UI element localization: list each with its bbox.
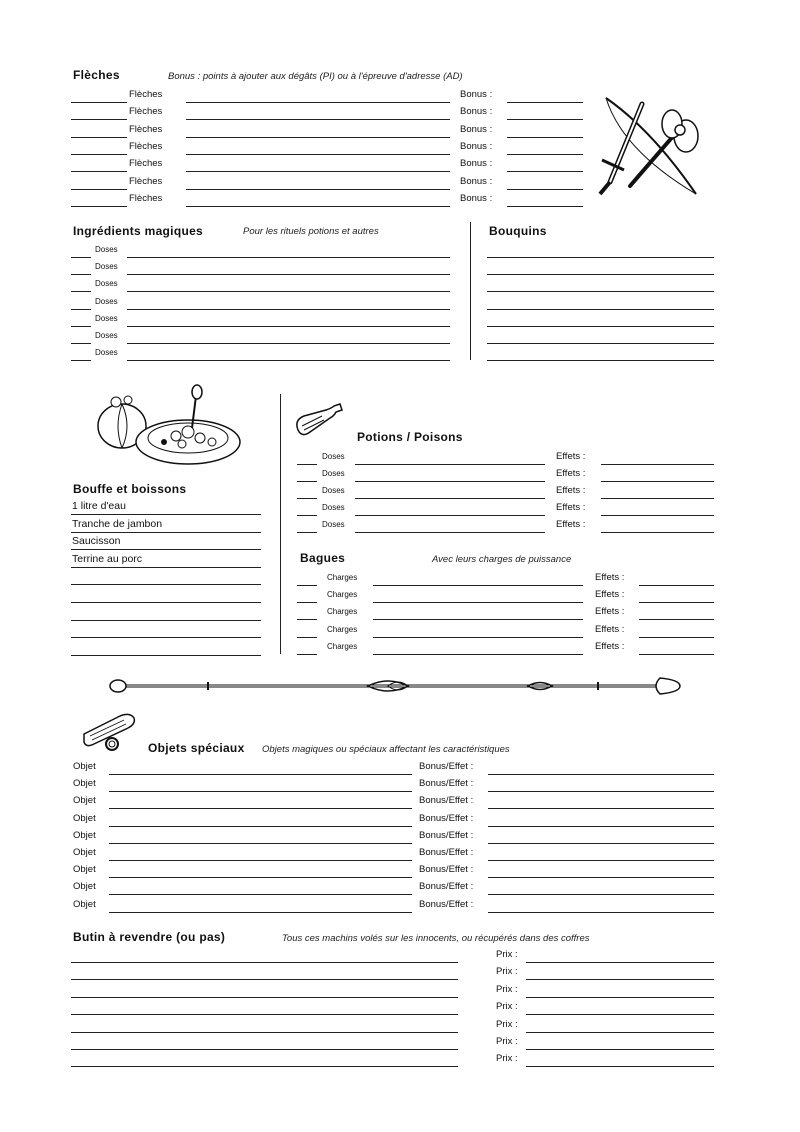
ingredients-note: Pour les rituels potions et autres [243, 226, 379, 237]
objets-effect-line[interactable] [488, 826, 714, 827]
bouffe-divider [280, 394, 281, 654]
potions-effect-label: Effets : [556, 485, 586, 496]
bagues-title: Bagues [300, 551, 346, 565]
bagues-effect-label: Effets : [595, 640, 625, 652]
objets-effect-line[interactable] [488, 860, 714, 861]
objets-name-line[interactable] [109, 774, 412, 775]
fleches-bonus-line[interactable] [507, 171, 583, 172]
potions-name-line[interactable] [355, 515, 545, 516]
objets-effect-label: Bonus/Effet : [419, 881, 474, 893]
fleches-name-line[interactable] [186, 189, 450, 190]
potions-name-line[interactable] [355, 481, 545, 482]
objets-row-label: Objet [73, 761, 96, 772]
bouffe-title: Bouffe et boissons [73, 482, 187, 496]
potions-count-line[interactable] [297, 481, 317, 482]
butin-price-line[interactable] [526, 1032, 714, 1033]
butin-price-line[interactable] [526, 979, 714, 980]
ingredients-row-label: Doses [95, 279, 118, 289]
bouquins-line[interactable] [487, 291, 714, 292]
potions-count-line[interactable] [297, 532, 317, 533]
potions-row-label: Doses [322, 452, 345, 461]
fleches-bonus-line[interactable] [507, 206, 583, 207]
fleches-title: Flèches [73, 68, 120, 82]
objets-effect-line[interactable] [488, 912, 714, 913]
bouffe-item: Terrine au porc [72, 552, 143, 565]
bouffe-item: Tranche de jambon [72, 517, 163, 530]
butin-name-line[interactable] [71, 1032, 458, 1033]
potions-row-label: Doses [322, 520, 345, 529]
objets-note: Objets magiques ou spéciaux affectant les caractéristiques [262, 744, 510, 755]
potions-effect-line[interactable] [601, 498, 714, 499]
objets-name-line[interactable] [109, 860, 412, 861]
bouquins-line[interactable] [487, 360, 714, 361]
butin-note: Tous ces machins volés sur les innocents, ou récupérés dans des coffres [282, 933, 590, 944]
fleches-count-line[interactable] [71, 206, 127, 207]
butin-price-line[interactable] [526, 1066, 714, 1067]
fleches-row-label: Flèches [129, 106, 163, 118]
bagues-row-label: Charges [327, 607, 358, 617]
fleches-name-line[interactable] [186, 119, 450, 120]
objets-effect-label: Bonus/Effet : [419, 795, 474, 807]
ingredients-name-line[interactable] [127, 343, 450, 344]
objets-row-label: Objet [73, 864, 96, 876]
butin-name-line[interactable] [71, 997, 458, 998]
ingredients-row-label: Doses [95, 331, 118, 340]
objets-effect-label: Bonus/Effet : [419, 829, 474, 841]
butin-name-line[interactable] [71, 1066, 458, 1067]
potions-row-label: Doses [322, 469, 345, 478]
potions-effect-label: Effets : [556, 451, 586, 462]
fleches-bonus-line[interactable] [507, 189, 583, 190]
potion-bottle-icon [292, 402, 344, 438]
ingredients-row-label: Doses [95, 348, 118, 358]
food-plate-icon [92, 382, 244, 470]
fleches-row-label: Flèches [129, 123, 163, 135]
fleches-count-line[interactable] [71, 171, 127, 172]
potions-row-label: Doses [322, 503, 345, 512]
butin-name-line[interactable] [71, 979, 458, 980]
bagues-name-line[interactable] [373, 619, 583, 620]
bouquins-line[interactable] [487, 257, 714, 258]
crossed-weapons-icon [592, 90, 704, 202]
fleches-count-line[interactable] [71, 154, 127, 155]
fleches-name-line[interactable] [186, 102, 450, 103]
potions-count-line[interactable] [297, 498, 317, 499]
fleches-bonus-label: Bonus : [460, 140, 493, 152]
butin-price-line[interactable] [526, 1014, 714, 1015]
potions-title: Potions / Poisons [357, 430, 463, 444]
bagues-effect-label: Effets : [595, 572, 625, 583]
ingredients-row-label: Doses [95, 313, 118, 323]
bouquins-line[interactable] [487, 326, 714, 327]
ingredients-row-label: Doses [95, 262, 118, 272]
bouffe-line[interactable] [71, 637, 261, 638]
potions-effect-label: Effets : [556, 502, 586, 513]
objets-row-label: Objet [73, 795, 96, 807]
bouffe-line[interactable] [71, 620, 261, 621]
objets-effect-line[interactable] [488, 774, 714, 775]
bouquins-title: Bouquins [489, 224, 547, 238]
fleches-bonus-line[interactable] [507, 102, 583, 103]
objets-effect-line[interactable] [488, 808, 714, 809]
ingredients-name-line[interactable] [127, 274, 450, 275]
objets-title: Objets spéciaux [148, 741, 245, 755]
bagues-row-label: Charges [327, 641, 358, 651]
objets-effect-line[interactable] [488, 843, 714, 844]
bagues-effect-line[interactable] [639, 585, 714, 586]
ingredients-row-label: Doses [95, 296, 118, 306]
butin-name-line[interactable] [71, 1014, 458, 1015]
fleches-bonus-line[interactable] [507, 137, 583, 138]
ingredients-count-line[interactable] [71, 291, 91, 292]
fleches-count-line[interactable] [71, 119, 127, 120]
bouquins-line[interactable] [487, 343, 714, 344]
ingredients-count-line[interactable] [71, 326, 91, 327]
bagues-effect-line[interactable] [639, 637, 714, 638]
bagues-count-line[interactable] [297, 637, 317, 638]
fleches-row-label: Flèches [129, 158, 163, 170]
potions-effect-line[interactable] [601, 481, 714, 482]
objets-row-label: Objet [73, 898, 96, 910]
objets-effect-label: Bonus/Effet : [419, 864, 474, 876]
objets-effect-label: Bonus/Effet : [419, 898, 474, 910]
fleches-bonus-label: Bonus : [460, 106, 493, 118]
butin-price-line[interactable] [526, 962, 714, 963]
bouffe-line[interactable] [71, 655, 261, 656]
bagues-name-line[interactable] [373, 654, 583, 655]
potions-effect-line[interactable] [601, 464, 714, 465]
objets-effect-label: Bonus/Effet : [419, 778, 474, 790]
bouffe-item: 1 litre d'eau [72, 500, 126, 512]
objets-effect-label: Bonus/Effet : [419, 812, 474, 824]
bagues-name-line[interactable] [373, 602, 583, 603]
butin-price-label: Prix : [496, 966, 518, 978]
fleches-count-line[interactable] [71, 102, 127, 103]
fleches-bonus-line[interactable] [507, 154, 583, 155]
ingredients-divider [470, 222, 471, 360]
ingredients-count-line[interactable] [71, 360, 91, 361]
butin-price-line[interactable] [526, 997, 714, 998]
objets-row-label: Objet [73, 829, 96, 841]
fleches-name-line[interactable] [186, 206, 450, 207]
butin-price-line[interactable] [526, 1049, 714, 1050]
bouffe-line[interactable] [71, 602, 261, 603]
objets-name-line[interactable] [109, 791, 412, 792]
staff-divider-icon [108, 674, 688, 700]
potions-effect-line[interactable] [601, 515, 714, 516]
ingredients-count-line[interactable] [71, 343, 91, 344]
objets-effect-label: Bonus/Effet : [419, 761, 474, 772]
fleches-name-line[interactable] [186, 137, 450, 138]
fleches-row-label: Flèches [129, 175, 163, 187]
objets-row-label: Objet [73, 881, 96, 893]
bagues-effect-label: Effets : [595, 606, 625, 618]
objets-name-line[interactable] [109, 894, 412, 895]
bouquins-line[interactable] [487, 274, 714, 275]
bouffe-line[interactable] [71, 514, 261, 515]
potions-name-line[interactable] [355, 532, 545, 533]
fleches-bonus-label: Bonus : [460, 192, 493, 204]
objets-name-line[interactable] [109, 912, 412, 913]
potions-effect-line[interactable] [601, 532, 714, 533]
objets-name-line[interactable] [109, 843, 412, 844]
bouffe-item: Saucisson [72, 535, 121, 548]
ingredients-name-line[interactable] [127, 326, 450, 327]
bouffe-line[interactable] [71, 532, 261, 533]
bagues-effect-line[interactable] [639, 602, 714, 603]
butin-title: Butin à revendre (ou pas) [73, 930, 226, 944]
bagues-effect-label: Effets : [595, 623, 625, 635]
butin-price-label: Prix : [496, 949, 518, 960]
butin-price-label: Prix : [496, 1018, 518, 1030]
fleches-count-line[interactable] [71, 137, 127, 138]
objets-row-label: Objet [73, 778, 96, 790]
butin-price-label: Prix : [496, 1036, 518, 1047]
potions-count-line[interactable] [297, 515, 317, 516]
fleches-name-line[interactable] [186, 154, 450, 155]
potions-count-line[interactable] [297, 464, 317, 465]
objets-effect-label: Bonus/Effet : [419, 847, 474, 858]
objets-name-line[interactable] [109, 808, 412, 809]
butin-price-label: Prix : [496, 983, 518, 995]
fleches-row-label: Flèches [129, 192, 163, 204]
bagues-effect-line[interactable] [639, 619, 714, 620]
bagues-row-label: Charges [327, 590, 358, 600]
bouquins-line[interactable] [487, 309, 714, 310]
objets-name-line[interactable] [109, 826, 412, 827]
scroll-ring-icon [80, 708, 142, 752]
bouffe-line[interactable] [71, 567, 261, 568]
ingredients-count-line[interactable] [71, 309, 91, 310]
fleches-note: Bonus : points à ajouter aux dégâts (PI) ou à l'épreuve d'adresse (AD) [168, 71, 463, 82]
ingredients-count-line[interactable] [71, 257, 91, 258]
ingredients-name-line[interactable] [127, 257, 450, 258]
fleches-bonus-label: Bonus : [460, 158, 493, 170]
objets-effect-line[interactable] [488, 791, 714, 792]
butin-name-line[interactable] [71, 1049, 458, 1050]
bagues-name-line[interactable] [373, 585, 583, 586]
ingredients-name-line[interactable] [127, 360, 450, 361]
ingredients-row-label: Doses [95, 245, 118, 254]
ingredients-count-line[interactable] [71, 274, 91, 275]
fleches-row-label: Flèches [129, 140, 163, 152]
potions-row-label: Doses [322, 486, 345, 495]
bagues-note: Avec leurs charges de puissance [432, 554, 572, 565]
fleches-bonus-label: Bonus : [460, 89, 493, 100]
potions-name-line[interactable] [355, 464, 545, 465]
fleches-bonus-label: Bonus : [460, 123, 493, 135]
bagues-count-line[interactable] [297, 602, 317, 603]
ingredients-name-line[interactable] [127, 291, 450, 292]
fleches-name-line[interactable] [186, 171, 450, 172]
objets-row-label: Objet [73, 847, 96, 858]
ingredients-title: Ingrédients magiques [73, 224, 204, 238]
potions-effect-label: Effets : [556, 519, 586, 530]
fleches-count-line[interactable] [71, 189, 127, 190]
bagues-effect-label: Effets : [595, 589, 625, 601]
objets-effect-line[interactable] [488, 877, 714, 878]
bagues-effect-line[interactable] [639, 654, 714, 655]
fleches-bonus-line[interactable] [507, 119, 583, 120]
objets-name-line[interactable] [109, 877, 412, 878]
bagues-count-line[interactable] [297, 585, 317, 586]
butin-price-label: Prix : [496, 1001, 518, 1013]
bagues-name-line[interactable] [373, 637, 583, 638]
potions-name-line[interactable] [355, 498, 545, 499]
objets-row-label: Objet [73, 812, 96, 824]
bagues-count-line[interactable] [297, 619, 317, 620]
bagues-row-label: Charges [327, 624, 358, 634]
bouffe-line[interactable] [71, 549, 261, 550]
objets-effect-line[interactable] [488, 894, 714, 895]
butin-name-line[interactable] [71, 962, 458, 963]
butin-price-label: Prix : [496, 1053, 518, 1065]
bagues-count-line[interactable] [297, 654, 317, 655]
ingredients-name-line[interactable] [127, 309, 450, 310]
potions-effect-label: Effets : [556, 468, 586, 479]
fleches-row-label: Flèches [129, 89, 163, 100]
bouffe-line[interactable] [71, 584, 261, 585]
fleches-bonus-label: Bonus : [460, 175, 493, 187]
bagues-row-label: Charges [327, 573, 358, 582]
